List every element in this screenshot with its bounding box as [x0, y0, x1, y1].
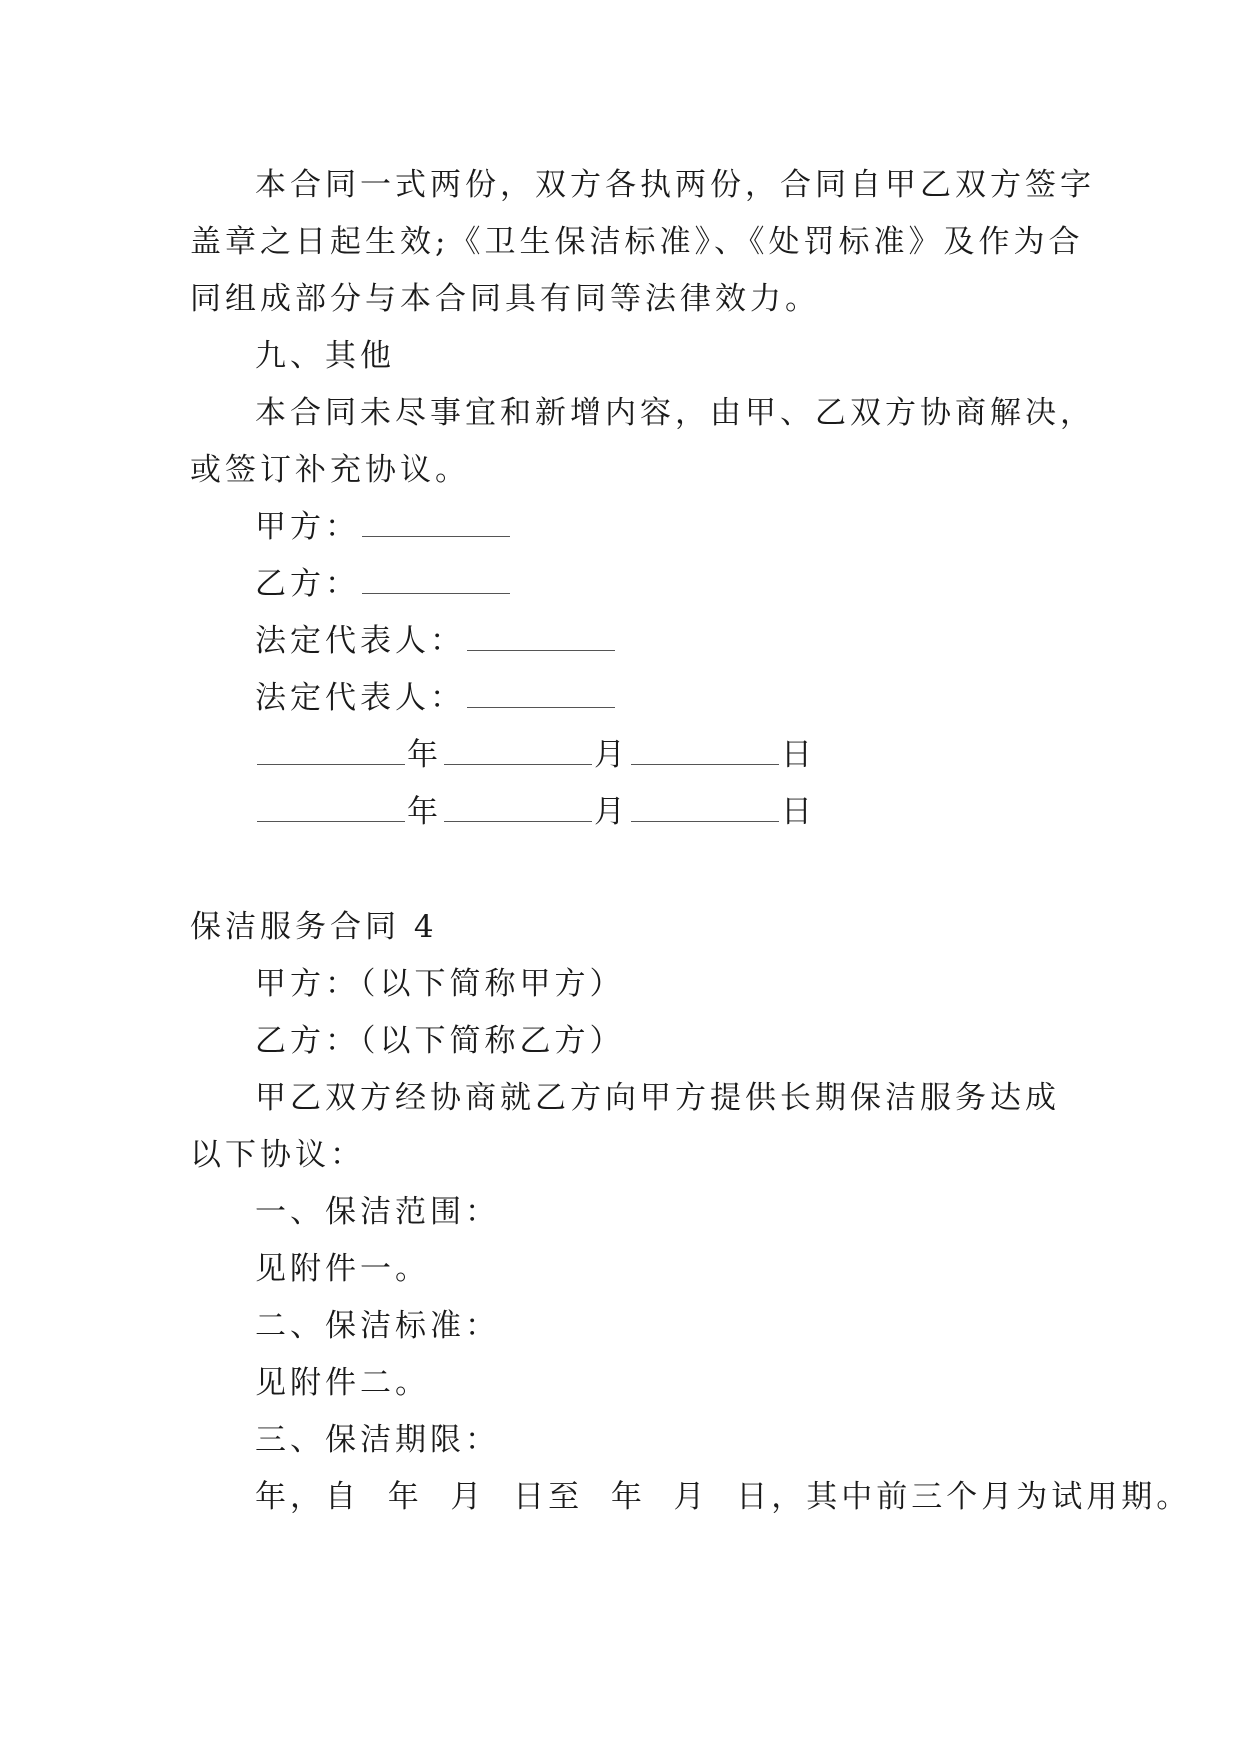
- contract4-party-b: 乙方：（以下简称乙方）: [255, 1023, 625, 1059]
- contract4-intro-line1: 甲乙双方经协商就乙方向甲方提供长期保洁服务达成: [255, 1080, 1060, 1116]
- section3-body: 年，自 年 月 日至 年 月 日，其中前三个月为试用期。: [255, 1479, 1192, 1515]
- para2-line2: 或签订补充协议。: [190, 452, 470, 488]
- year-blank: [257, 736, 405, 765]
- contract4-party-a: 甲方：（以下简称甲方）: [255, 966, 625, 1002]
- party-a-signature-line: [255, 507, 512, 547]
- date-line-2: [255, 792, 816, 832]
- rep1-signature-line: [255, 621, 617, 661]
- para1-line2: 盖章之日起生效;《卫生保洁标准》、《处罚标准》及作为合: [190, 224, 1084, 260]
- date-line-1: [255, 735, 816, 775]
- para1-line3: 同组成部分与本合同具有同等法律效力。: [190, 281, 820, 317]
- contract4-intro-line2: 以下协议：: [190, 1137, 365, 1173]
- contract4-title: 保洁服务合同 4: [190, 909, 438, 945]
- rep1-blank: [467, 622, 615, 651]
- rep2-signature-line: [255, 678, 617, 718]
- day-unit: 日: [781, 794, 816, 830]
- day-blank: [631, 736, 779, 765]
- month-unit: 月: [594, 794, 629, 830]
- party-b-label: 乙方：: [255, 566, 360, 602]
- party-a-label: 甲方：: [255, 509, 360, 545]
- month-unit: 月: [594, 737, 629, 773]
- section1-body: 见附件一。: [255, 1251, 430, 1287]
- para2-line1: 本合同未尽事宜和新增内容，由甲、乙双方协商解决，: [255, 395, 1095, 431]
- section9-heading: 九、其他: [255, 338, 395, 374]
- rep2-blank: [467, 679, 615, 708]
- party-b-blank: [362, 565, 510, 594]
- day-unit: 日: [781, 737, 816, 773]
- year-unit: 年: [407, 794, 442, 830]
- party-a-blank: [362, 508, 510, 537]
- day-blank: [631, 793, 779, 822]
- para1-line1: 本合同一式两份，双方各执两份，合同自甲乙双方签字: [255, 167, 1095, 203]
- section3-heading: 三、保洁期限：: [255, 1422, 500, 1458]
- section2-body: 见附件二。: [255, 1365, 430, 1401]
- month-blank: [444, 736, 592, 765]
- rep2-label: 法定代表人：: [255, 680, 465, 716]
- rep1-label: 法定代表人：: [255, 623, 465, 659]
- party-b-signature-line: [255, 564, 512, 604]
- year-unit: 年: [407, 737, 442, 773]
- section1-heading: 一、保洁范围：: [255, 1194, 500, 1230]
- section2-heading: 二、保洁标准：: [255, 1308, 500, 1344]
- month-blank: [444, 793, 592, 822]
- year-blank: [257, 793, 405, 822]
